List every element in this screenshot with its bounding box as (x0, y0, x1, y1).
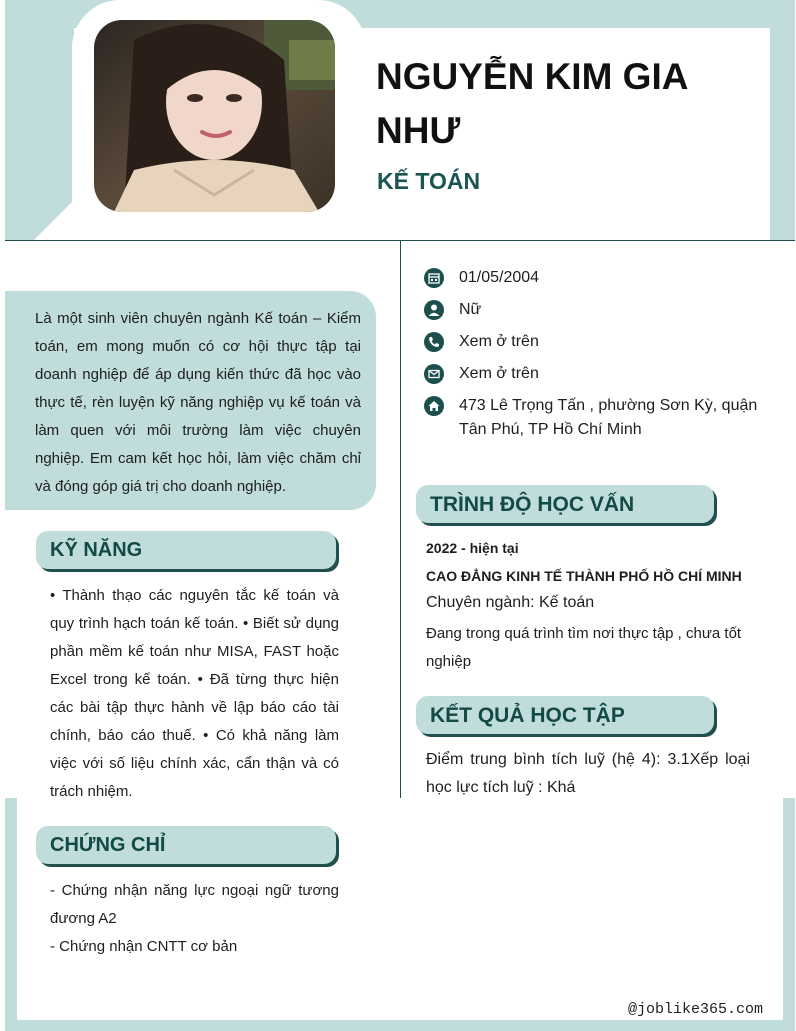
education-period: 2022 - hiện tại (426, 540, 519, 556)
certificate-item: - Chứng nhận CNTT cơ bản (50, 938, 238, 955)
certificate-item: - Chứng nhận năng lực ngoại ngữ tương đương A2 (50, 882, 339, 927)
phone-icon (424, 332, 444, 352)
contact-email (424, 362, 539, 386)
objective-section (5, 291, 376, 510)
job-title: KẾ TOÁN (377, 168, 481, 194)
results-heading: KẾT QUẢ HỌC TẬP (416, 696, 714, 734)
gender-value: Nữ (459, 301, 482, 318)
address-value: 473 Lê Trọng Tấn , phường Sơn Kỳ, quận Tân Phú, TP Hồ Chí Minh (459, 397, 758, 438)
skills-heading: KỸ NĂNG (36, 531, 336, 569)
calendar-icon (424, 268, 444, 288)
header-corner-decoration (34, 198, 76, 240)
watermark: @joblike365.com (627, 1001, 763, 1018)
skills-text: • Thành thạo các nguyên tắc kế toán và quy trình hạch toán kế toán. • Biết sử dụng phần mềm kế toán như MISA, FAST hoặc Excel trong kế toán. • Đã từng thực hiện các bài tập thực hành về lập báo cáo tài chính, báo cáo thuế. • Có khả năng làm việc với số liệu chính xác, cẩn thận và có trách nhiệm. (50, 587, 339, 800)
results-text: Điểm trung bình tích luỹ (hệ 4): 3.1Xếp loại học lực tích luỹ : Khá (426, 751, 750, 796)
objective-text: Là một sinh viên chuyên ngành Kế toán – Kiểm toán, em mong muốn có cơ hội thực tập tại doanh nghiệp để áp dụng kiến thức đã học vào thực tế, rèn luyện kỹ năng nghiệp vụ kế toán và làm quen với môi trường làm việc chuyên nghiệp. Em cam kết học hỏi, làm việc chăm chỉ và đóng góp giá trị cho doanh nghiệp. (35, 310, 361, 495)
full-name: NGUYỄN KIM GIA NHƯ (376, 56, 688, 151)
contact-birthdate (424, 266, 539, 290)
user-icon (424, 300, 444, 320)
certificates-heading: CHỨNG CHỈ (36, 826, 336, 864)
contact-address (424, 394, 764, 442)
birthdate-value: 01/05/2004 (459, 269, 540, 286)
contact-gender (424, 298, 481, 322)
phone-value: Xem ở trên (459, 333, 539, 350)
education-heading: TRÌNH ĐỘ HỌC VẤN (416, 485, 714, 523)
education-school: CAO ĐẲNG KINH TẾ THÀNH PHỐ HỒ CHÍ MINH (426, 568, 742, 584)
education-major: Chuyên ngành: Kế toán (426, 594, 595, 611)
email-value: Xem ở trên (459, 365, 539, 382)
avatar (94, 20, 335, 212)
mail-icon (424, 364, 444, 384)
education-note: Đang trong quá trình tìm nơi thực tập , chưa tốt nghiệp (426, 625, 742, 670)
contact-phone (424, 330, 539, 354)
home-icon (424, 396, 444, 416)
